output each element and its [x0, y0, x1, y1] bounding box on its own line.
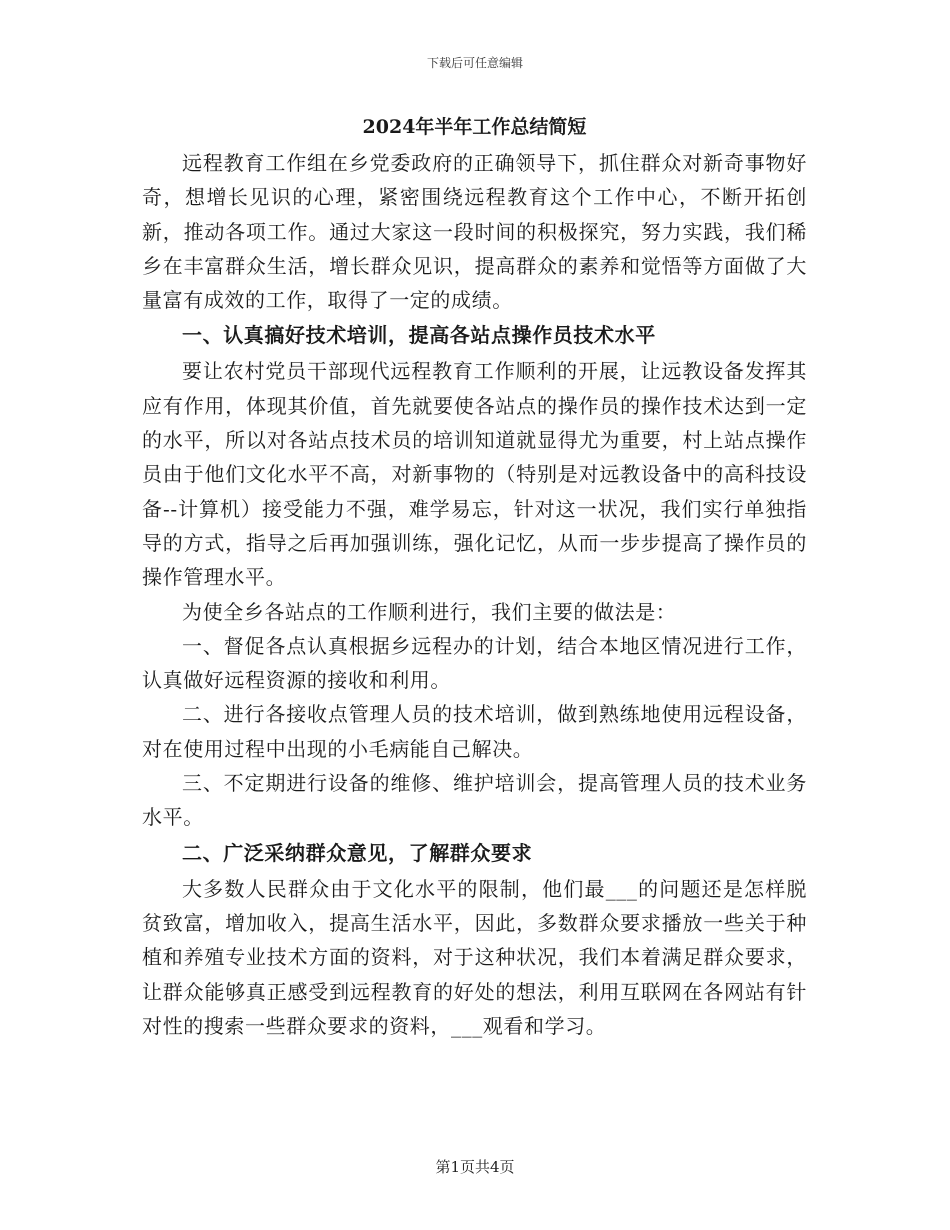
- section-heading-2: 二、广泛采纳群众意见，了解群众要求: [182, 840, 533, 865]
- list-item-3: 三、不定期进行设备的维修、维护培训会，提高管理人员的技术业务水平。: [142, 771, 807, 830]
- document-body: [142, 112, 807, 1043]
- section-heading-1: 一、认真搞好技术培训，提高各站点操作员技术水平: [182, 323, 656, 348]
- list-item-1: 一、督促各点认真根据乡远程办的计划，结合本地区情况进行工作，认真做好远程资源的接收和利用。: [142, 633, 807, 693]
- body-paragraph: 要让农村党员干部现代远程教育工作顺利的开展，让远教设备发挥其应有作用，体现其价值，首先就要使各站点的操作员的操作技术达到一定的水平，所以对各站点技术员的培训知道就显得尤为重要，村上站点操作员由于他们文化水平不高，对新事物的（特别是对远教设备中的高科技设备--计算机）接受能力不强，难学易忘，针对这一状况，我们实行单独指导的方式，指导之后再加强训练，强化记忆，从而一步步提高了操作员的操作管理水平。: [142, 359, 807, 590]
- intro-paragraph: 远程教育工作组在乡党委政府的正确领导下，抓住群众对新奇事物好奇，想增长见识的心理，紧密围绕远程教育这个工作中心，不断开拓创新，推动各项工作。通过大家这一段时间的积极探究，努力实践，我们稀乡在丰富群众生活，增长群众见识，提高群众的素养和觉悟等方面做了大量富有成效的工作，取得了一定的成绩。: [142, 151, 807, 313]
- body-paragraph: 为使全乡各站点的工作顺利进行，我们主要的做法是：: [182, 599, 677, 624]
- body-paragraph: 大多数人民群众由于文化水平的限制，他们最___的问题还是怎样脱贫致富，增加收入，提高生活水平，因此，多数群众要求播放一些关于种植和养殖专业技术方面的资料，对于这种状况，我们本着满足群众要求，让群众能够真正感受到远程教育的好处的想法，利用互联网在各网站有针对性的搜索一些群众要求的资料，___观看和学习。: [142, 876, 807, 1038]
- page-number: 第1页共4页: [435, 1158, 515, 1176]
- header-note: 下载后可任意编辑: [426, 56, 523, 70]
- document-title: 2024年半年工作总结简短: [362, 116, 587, 138]
- list-item-2: 二、进行各接收点管理人员的技术培训，做到熟练地使用远程设备，对在使用过程中出现的小毛病能自己解决。: [142, 702, 807, 761]
